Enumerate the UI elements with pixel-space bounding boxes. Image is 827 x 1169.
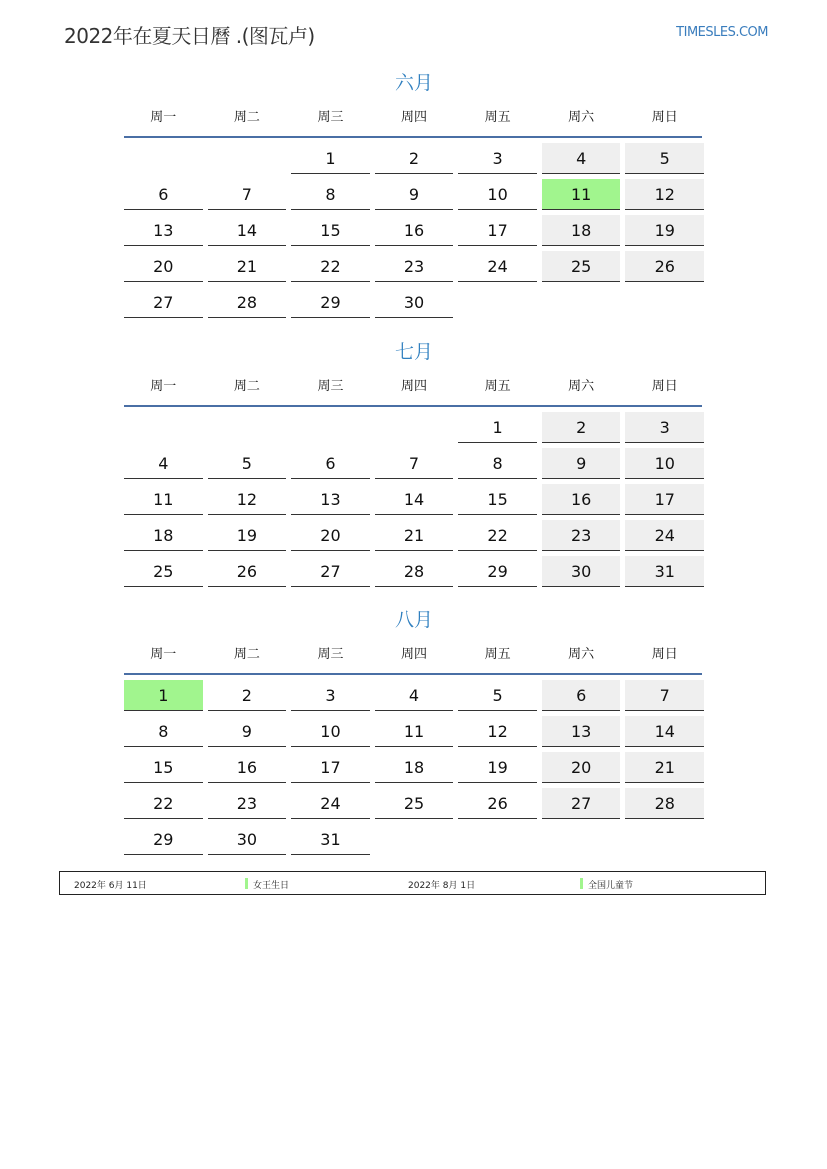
week-row — [124, 215, 704, 246]
empty-day-cell — [542, 824, 621, 854]
legend-date: 2022年 6月 11日 — [74, 881, 147, 891]
weekday-header — [124, 645, 704, 665]
day-cell: 31 — [291, 824, 370, 855]
day-cell: 3 — [625, 412, 704, 443]
day-cell: 21 — [375, 520, 454, 551]
day-cell: 14 — [375, 484, 454, 515]
day-cell: 18 — [375, 752, 454, 783]
empty-day-cell — [458, 824, 537, 854]
day-cell: 16 — [542, 484, 621, 515]
header-divider — [124, 136, 702, 138]
week-row — [124, 287, 704, 318]
day-cell: 2 — [375, 143, 454, 174]
weekday-label: 周二 — [233, 379, 260, 394]
week-row — [124, 179, 704, 210]
day-cell: 1 — [458, 412, 537, 443]
week-row — [124, 824, 704, 855]
day-cell: 18 — [542, 215, 621, 246]
week-row — [124, 680, 704, 711]
legend-date: 2022年 8月 1日 — [408, 881, 476, 891]
day-cell: 4 — [375, 680, 454, 711]
weekday-label: 周日 — [651, 379, 678, 394]
weekday-label: 周三 — [317, 379, 344, 394]
empty-day-cell — [375, 824, 454, 854]
day-cell: 29 — [124, 824, 203, 855]
day-cell: 15 — [124, 752, 203, 783]
holiday-color-swatch — [245, 878, 248, 889]
day-cell: 7 — [625, 680, 704, 711]
day-cell: 5 — [208, 448, 287, 479]
week-row — [124, 520, 704, 551]
weekday-label: 周五 — [484, 647, 511, 662]
day-cell: 27 — [542, 788, 621, 819]
holiday-day-cell: 11 — [542, 179, 621, 210]
day-cell: 2 — [208, 680, 287, 711]
weekday-label: 周六 — [568, 647, 595, 662]
day-cell: 19 — [458, 752, 537, 783]
day-cell: 17 — [625, 484, 704, 515]
day-cell: 20 — [291, 520, 370, 551]
day-cell: 22 — [124, 788, 203, 819]
holiday-legend — [59, 871, 766, 895]
week-row — [124, 752, 704, 783]
weekday-label: 周二 — [233, 110, 260, 125]
page-title: 2022年在夏天日曆 .(图瓦卢) — [64, 24, 315, 48]
day-cell: 30 — [208, 824, 287, 855]
legend-holiday-name: 全国儿童节 — [588, 881, 634, 891]
day-cell: 24 — [625, 520, 704, 551]
week-row — [124, 716, 704, 747]
weekday-label: 周一 — [150, 379, 177, 394]
month-calendar — [124, 608, 704, 860]
day-cell: 19 — [208, 520, 287, 551]
site-link[interactable]: TIMESLES.COM — [676, 25, 768, 40]
holiday-color-swatch — [580, 878, 583, 889]
day-cell: 22 — [458, 520, 537, 551]
month-weeks — [124, 143, 704, 318]
empty-day-cell — [625, 287, 704, 317]
month-weeks — [124, 412, 704, 587]
day-cell: 23 — [208, 788, 287, 819]
empty-day-cell — [375, 412, 454, 442]
day-cell: 20 — [124, 251, 203, 282]
day-cell: 9 — [208, 716, 287, 747]
day-cell: 8 — [124, 716, 203, 747]
week-row — [124, 143, 704, 174]
day-cell: 27 — [124, 287, 203, 318]
weekday-label: 周四 — [401, 110, 428, 125]
day-cell: 20 — [542, 752, 621, 783]
month-calendar — [124, 71, 704, 323]
weekday-label: 周六 — [568, 379, 595, 394]
empty-day-cell — [542, 287, 621, 317]
weekday-label: 周五 — [484, 110, 511, 125]
day-cell: 14 — [208, 215, 287, 246]
day-cell: 5 — [625, 143, 704, 174]
day-cell: 4 — [542, 143, 621, 174]
day-cell: 21 — [208, 251, 287, 282]
day-cell: 7 — [208, 179, 287, 210]
week-row — [124, 788, 704, 819]
weekday-label: 周一 — [150, 110, 177, 125]
day-cell: 13 — [124, 215, 203, 246]
day-cell: 16 — [375, 215, 454, 246]
day-cell: 26 — [208, 556, 287, 587]
day-cell: 13 — [291, 484, 370, 515]
day-cell: 23 — [375, 251, 454, 282]
day-cell: 22 — [291, 251, 370, 282]
day-cell: 15 — [291, 215, 370, 246]
day-cell: 3 — [291, 680, 370, 711]
weekday-label: 周三 — [317, 110, 344, 125]
empty-day-cell — [124, 412, 203, 442]
month-title: 六月 — [394, 72, 433, 94]
day-cell: 28 — [625, 788, 704, 819]
weekday-label: 周日 — [651, 647, 678, 662]
day-cell: 15 — [458, 484, 537, 515]
weekday-label: 周六 — [568, 110, 595, 125]
day-cell: 1 — [291, 143, 370, 174]
week-row — [124, 412, 704, 443]
day-cell: 10 — [291, 716, 370, 747]
day-cell: 6 — [542, 680, 621, 711]
weekday-label: 周二 — [233, 647, 260, 662]
day-cell: 2 — [542, 412, 621, 443]
day-cell: 6 — [291, 448, 370, 479]
day-cell: 25 — [542, 251, 621, 282]
week-row — [124, 448, 704, 479]
day-cell: 25 — [375, 788, 454, 819]
day-cell: 7 — [375, 448, 454, 479]
day-cell: 14 — [625, 716, 704, 747]
day-cell: 21 — [625, 752, 704, 783]
day-cell: 12 — [625, 179, 704, 210]
day-cell: 3 — [458, 143, 537, 174]
holiday-day-cell: 1 — [124, 680, 203, 711]
week-row — [124, 251, 704, 282]
day-cell: 26 — [458, 788, 537, 819]
day-cell: 27 — [291, 556, 370, 587]
day-cell: 19 — [625, 215, 704, 246]
day-cell: 10 — [458, 179, 537, 210]
week-row — [124, 484, 704, 515]
day-cell: 8 — [458, 448, 537, 479]
day-cell: 28 — [375, 556, 454, 587]
day-cell: 23 — [542, 520, 621, 551]
header-divider — [124, 673, 702, 675]
day-cell: 25 — [124, 556, 203, 587]
day-cell: 6 — [124, 179, 203, 210]
empty-day-cell — [208, 412, 287, 442]
day-cell: 13 — [542, 716, 621, 747]
day-cell: 11 — [124, 484, 203, 515]
weekday-label: 周四 — [401, 379, 428, 394]
empty-day-cell — [291, 412, 370, 442]
empty-day-cell — [458, 287, 537, 317]
weekday-header — [124, 108, 704, 128]
month-calendar — [124, 340, 704, 592]
day-cell: 18 — [124, 520, 203, 551]
weekday-label: 周日 — [651, 110, 678, 125]
empty-day-cell — [124, 143, 203, 173]
day-cell: 24 — [458, 251, 537, 282]
day-cell: 30 — [375, 287, 454, 318]
day-cell: 8 — [291, 179, 370, 210]
day-cell: 31 — [625, 556, 704, 587]
day-cell: 29 — [291, 287, 370, 318]
weekday-label: 周一 — [150, 647, 177, 662]
day-cell: 9 — [375, 179, 454, 210]
day-cell: 4 — [124, 448, 203, 479]
empty-day-cell — [208, 143, 287, 173]
month-title: 八月 — [394, 609, 433, 631]
month-title: 七月 — [394, 341, 433, 363]
day-cell: 16 — [208, 752, 287, 783]
empty-day-cell — [625, 824, 704, 854]
day-cell: 11 — [375, 716, 454, 747]
weekday-label: 周三 — [317, 647, 344, 662]
header-divider — [124, 405, 702, 407]
weekday-header — [124, 377, 704, 397]
day-cell: 10 — [625, 448, 704, 479]
day-cell: 26 — [625, 251, 704, 282]
legend-holiday-name: 女王生日 — [253, 881, 290, 891]
week-row — [124, 556, 704, 587]
day-cell: 24 — [291, 788, 370, 819]
day-cell: 9 — [542, 448, 621, 479]
day-cell: 17 — [458, 215, 537, 246]
month-weeks — [124, 680, 704, 855]
day-cell: 12 — [208, 484, 287, 515]
weekday-label: 周五 — [484, 379, 511, 394]
day-cell: 28 — [208, 287, 287, 318]
day-cell: 5 — [458, 680, 537, 711]
day-cell: 17 — [291, 752, 370, 783]
day-cell: 30 — [542, 556, 621, 587]
weekday-label: 周四 — [401, 647, 428, 662]
day-cell: 29 — [458, 556, 537, 587]
day-cell: 12 — [458, 716, 537, 747]
